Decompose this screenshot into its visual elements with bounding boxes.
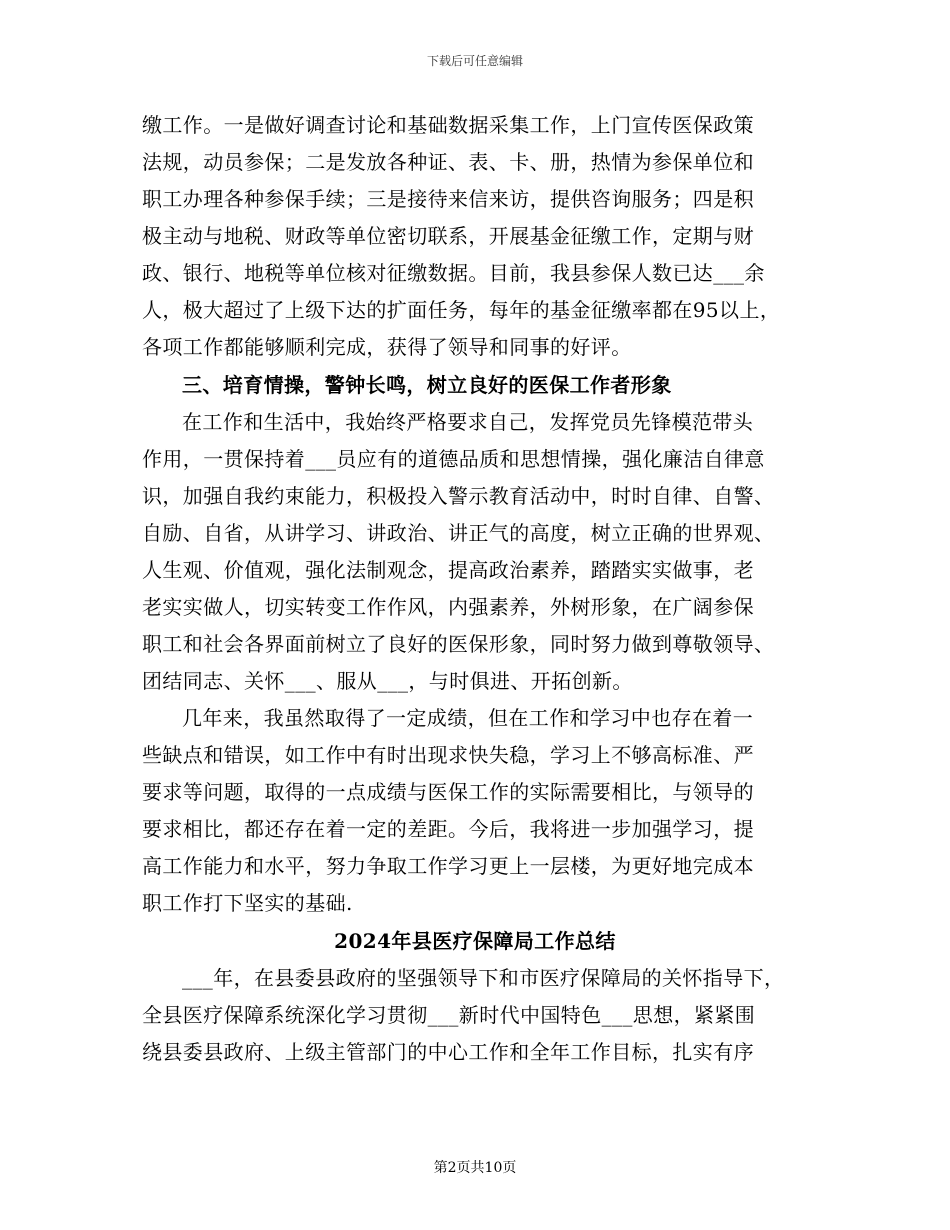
text-line: 自励、自省，从讲学习、讲政治、讲正气的高度，树立正确的世界观、 — [142, 521, 775, 545]
text-line: 识，加强自我约束能力，积极投入警示教育活动中，时时自律、自警、 — [142, 484, 775, 508]
text-line: 些缺点和错误，如工作中有时出现求快失稳，学习上不够高标准、严 — [142, 743, 754, 767]
document-title: 2024年县医疗保障局工作总结 — [334, 929, 616, 953]
text-line: 职工和社会各界面前树立了良好的医保形象，同时努力做到尊敬领导、 — [142, 632, 775, 656]
section-heading: 三、培育情操，警钟长鸣，树立良好的医保工作者形象 — [182, 373, 672, 397]
text-line: 各项工作都能够顺利完成，获得了领导和同事的好评。 — [142, 335, 632, 359]
text-line: 高工作能力和水平，努力争取工作学习更上一层楼，为更好地完成本 — [142, 854, 754, 878]
text-line: 极主动与地税、财政等单位密切联系，开展基金征缴工作，定期与财 — [142, 224, 754, 248]
text-line: 职工作打下坚实的基础. — [142, 891, 353, 915]
text-line: 要求等问题，取得的一点成绩与医保工作的实际需要相比，与领导的 — [142, 780, 754, 804]
text-line: 政、银行、地税等单位核对征缴数据。目前，我县参保人数已达___余 — [142, 261, 765, 285]
text-line: 几年来，我虽然取得了一定成绩，但在工作和学习中也存在着一 — [182, 706, 754, 730]
text-line: 要求相比，都还存在着一定的差距。今后，我将进一步加强学习，提 — [142, 817, 754, 841]
text-line: 人，极大超过了上级下达的扩面任务，每年的基金征缴率都在95以上， — [142, 298, 781, 322]
text-line: 法规，动员参保；二是发放各种证、表、卡、册，热情为参保单位和 — [142, 150, 754, 174]
text-line: 缴工作。一是做好调查讨论和基础数据采集工作，上门宣传医保政策 — [142, 113, 754, 137]
page-header: 下载后可任意编辑 — [426, 54, 523, 68]
text-line: 人生观、价值观，强化法制观念，提高政治素养，踏踏实实做事，老 — [142, 558, 754, 582]
text-line: 团结同志、关怀___、服从___，与时俱进、开拓创新。 — [142, 669, 633, 693]
text-line: 全县医疗保障系统深化学习贯彻___新时代中国特色___思想，紧紧围 — [142, 1003, 756, 1027]
text-line: ___年，在县委县政府的坚强领导下和市医疗保障局的关怀指导下， — [182, 966, 785, 990]
page-footer: 第2页共10页 — [433, 1160, 517, 1176]
text-line: 老实实做人，切实转变工作作风，内强素养，外树形象，在广阔参保 — [142, 595, 754, 619]
text-line: 绕县委县政府、上级主管部门的中心工作和全年工作目标，扎实有序 — [142, 1040, 754, 1064]
text-line: 职工办理各种参保手续；三是接待来信来访，提供咨询服务；四是积 — [142, 187, 754, 211]
text-line: 在工作和生活中，我始终严格要求自己，发挥党员先锋模范带头 — [182, 410, 754, 434]
text-line: 作用，一贯保持着___员应有的道德品质和思想情操，强化廉洁自律意 — [142, 447, 765, 471]
